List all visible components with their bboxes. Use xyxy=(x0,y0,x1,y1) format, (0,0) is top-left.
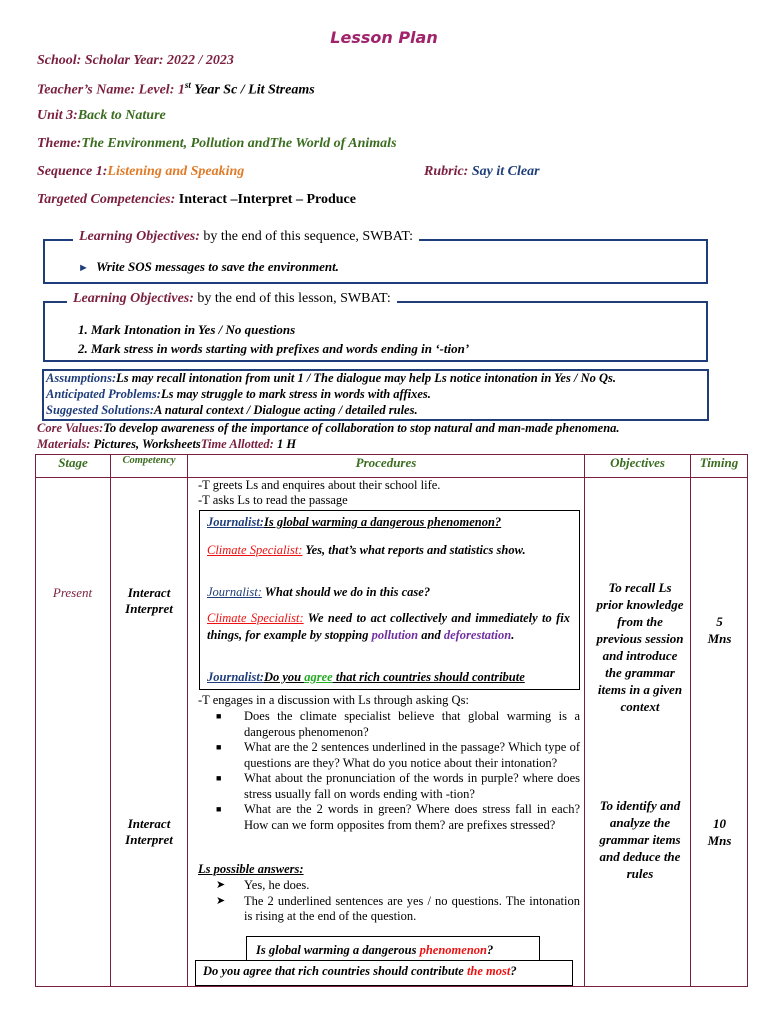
c2-text-b: and xyxy=(418,627,444,642)
lesson-objectives-legend xyxy=(67,291,397,307)
triangle-bullet-icon: ► xyxy=(78,262,89,274)
list-item xyxy=(198,709,580,740)
dialogue-c2 xyxy=(207,610,570,643)
assumptions-label: Assumptions: xyxy=(46,371,117,385)
box1-text-a: Is global warming a dangerous xyxy=(256,943,420,957)
problems-label: Anticipated Problems: xyxy=(46,387,161,401)
teacher-value: Year Sc / Lit Streams xyxy=(190,82,315,98)
intro-line-1: -T greets Ls and enquires about their school life. xyxy=(198,478,441,492)
header-procedures: Procedures xyxy=(188,455,585,478)
competency-2-b: Interpret xyxy=(125,832,173,847)
rubric-label: Rubric: xyxy=(424,164,469,179)
answers-label: Ls possible answers: xyxy=(198,862,304,876)
example-box-1-text xyxy=(256,943,493,958)
sequence-objectives-legend xyxy=(73,229,419,245)
competencies-line xyxy=(37,192,356,208)
c2-text-a: We need to act collectively and immediately to fix things, for example by stopping xyxy=(207,611,570,642)
dialogue-j3 xyxy=(207,670,577,685)
lesson-objectives-text: by the end of this lesson, SWBAT: xyxy=(197,291,391,306)
square-bullet-icon: ■ xyxy=(216,742,222,752)
materials-label: Materials: xyxy=(37,437,91,451)
timing-1-value: 5 xyxy=(716,614,723,629)
square-bullet-icon: ■ xyxy=(216,804,222,814)
j3-word-agree: agree xyxy=(304,670,333,684)
c2-text-c: . xyxy=(511,627,515,642)
sequence-line xyxy=(37,164,244,180)
time-label: Time Allotted: xyxy=(200,437,274,451)
core-values-text: To develop awareness of the importance of collaboration to stop natural and man-made phenomena. xyxy=(103,421,620,435)
j3-label: Journalist: xyxy=(207,670,264,684)
sequence-objective-item xyxy=(78,259,339,275)
question-text: Does the climate specialist believe that global warming is a dangerous phenomenon? xyxy=(244,709,580,739)
list-item xyxy=(198,878,580,894)
sequence-label: Sequence 1: xyxy=(37,164,108,179)
materials-line xyxy=(37,437,296,452)
lesson-objectives-label: Learning Objectives: xyxy=(73,291,194,306)
stage-cell xyxy=(36,478,111,987)
box1-text-b: ? xyxy=(486,943,494,957)
timing-2-value: 10 xyxy=(713,816,726,831)
question-text: What are the 2 words in green? Where does stress fall in each? How can we form opposites from them? are prefixes stressed? xyxy=(244,802,580,832)
solutions-line xyxy=(46,403,418,418)
dialogue-box xyxy=(199,510,580,690)
arrow-bullet-icon: ➤ xyxy=(216,894,226,907)
square-bullet-icon: ■ xyxy=(216,711,222,721)
arrow-bullet-icon: ➤ xyxy=(216,879,226,891)
solutions-text: A natural context / Dialogue acting / detailed rules. xyxy=(154,403,418,417)
teacher-label: Teacher’s Name: Level: 1 xyxy=(37,82,185,98)
objective-1: To recall Ls prior knowledge from the previous session and introduce the grammar items in a given context xyxy=(596,580,684,714)
competency-group-2 xyxy=(111,816,187,848)
core-values-line xyxy=(37,421,620,436)
header-competency: Competency xyxy=(111,455,188,478)
list-item xyxy=(198,771,580,802)
materials-text: Pictures, Worksheets xyxy=(93,437,201,451)
c2-word-pollution: pollution xyxy=(371,627,419,642)
c1-label: Climate Specialist: xyxy=(207,543,303,557)
unit-value: Back to Nature xyxy=(77,108,166,123)
objective-2: To identify and analyze the grammar items and deduce the rules xyxy=(599,798,681,881)
answer-text: The 2 underlined sentences are yes / no questions. The intonation is rising at the end of the question. xyxy=(244,893,580,923)
time-text: 1 H xyxy=(273,437,297,451)
answer-text: Yes, he does. xyxy=(244,878,310,892)
theme-line xyxy=(37,136,397,152)
header-stage: Stage xyxy=(36,455,111,478)
j3-text-a: Do you xyxy=(263,670,305,684)
competencies-value: Interact –Interpret – Produce xyxy=(178,192,356,207)
box1-word: phenomenon xyxy=(419,943,487,957)
assumptions-text: Ls may recall intonation from unit 1 / The dialogue may help Ls notice intonation in Yes / No Qs. xyxy=(116,371,616,385)
dialogue-j2 xyxy=(207,585,572,600)
problems-line xyxy=(46,387,431,402)
square-bullet-icon: ■ xyxy=(216,773,222,783)
lesson-objective-2: 2. Mark stress in words starting with prefixes and words ending in ‘-tion’ xyxy=(78,341,470,356)
school-line: School: Scholar Year: 2022 / 2023 xyxy=(37,53,234,68)
problems-text: Ls may struggle to mark stress in words with affixes. xyxy=(160,387,431,401)
list-item xyxy=(198,802,580,833)
j1-label: Journalist: xyxy=(207,515,264,529)
sequence-objectives-text: by the end of this sequence, SWBAT: xyxy=(203,229,414,244)
question-text: What about the pronunciation of the words in purple? where does stress usually fall on words ending with -tion? xyxy=(244,771,580,801)
objectives-cell xyxy=(585,478,691,987)
competency-1-a: Interact xyxy=(127,585,171,600)
lesson-objective-1: 1. Mark Intonation in Yes / No questions xyxy=(78,322,296,337)
rubric-line xyxy=(424,164,540,180)
timing-2-unit: Mns xyxy=(707,833,732,848)
unit-line xyxy=(37,108,166,124)
competencies-label: Targeted Competencies: xyxy=(37,192,176,207)
rubric-value: Say it Clear xyxy=(471,164,540,179)
table-header-row xyxy=(36,455,748,478)
core-values-label: Core Values: xyxy=(37,421,104,435)
teacher-line xyxy=(37,80,315,99)
header-objectives: Objectives xyxy=(585,455,691,478)
box2-text-b: ? xyxy=(510,964,517,978)
teacher-sup: st xyxy=(184,80,191,90)
competency-group-1 xyxy=(111,585,187,617)
theme-value: The Environment, Pollution andThe World of Animals xyxy=(81,136,397,151)
c1-text: Yes, that’s what reports and statistics show. xyxy=(302,543,526,557)
discussion-intro: -T engages in a discussion with Ls through asking Qs: xyxy=(198,693,469,707)
sequence-objective-text: Write SOS messages to save the environment. xyxy=(96,259,339,274)
solutions-label: Suggested Solutions: xyxy=(46,403,155,417)
sequence-value: Listening and Speaking xyxy=(107,164,245,179)
c2-word-deforestation: deforestation xyxy=(443,627,512,642)
list-item xyxy=(198,894,580,925)
competency-1-b: Interpret xyxy=(125,601,173,616)
example-box-2-text xyxy=(203,964,517,979)
timing-2 xyxy=(692,815,747,849)
competency-cell xyxy=(111,478,188,987)
page-title: Lesson Plan xyxy=(330,28,438,47)
box2-text-a: Do you agree that rich countries should contribute xyxy=(203,964,467,978)
list-item xyxy=(198,740,580,771)
sequence-objectives-label: Learning Objectives: xyxy=(79,229,200,244)
unit-label: Unit 3: xyxy=(37,108,78,123)
competency-2-a: Interact xyxy=(127,816,171,831)
timing-1-unit: Mns xyxy=(707,631,732,646)
answers-list xyxy=(198,878,580,925)
assumptions-line xyxy=(46,371,616,386)
header-timing: Timing xyxy=(691,455,748,478)
dialogue-c1 xyxy=(207,542,570,558)
j1-text: Is global warming a dangerous phenomenon? xyxy=(263,515,502,529)
timing-cell xyxy=(691,478,748,987)
stage-present: Present xyxy=(52,585,93,600)
j2-text: What should we do in this case? xyxy=(261,585,431,599)
j3-text-b: that rich countries should contribute xyxy=(332,670,525,684)
theme-label: Theme: xyxy=(37,136,82,151)
box2-word: the most xyxy=(466,964,511,978)
c2-label: Climate Specialist: xyxy=(207,611,304,625)
j2-label: Journalist: xyxy=(207,585,262,599)
questions-list xyxy=(198,709,580,833)
intro-line-2: -T asks Ls to read the passage xyxy=(198,493,348,507)
question-text: What are the 2 sentences underlined in the passage? Which type of questions are they? What do you notice about their intonation? xyxy=(244,740,580,770)
dialogue-j1 xyxy=(207,515,572,530)
timing-1 xyxy=(692,613,747,647)
